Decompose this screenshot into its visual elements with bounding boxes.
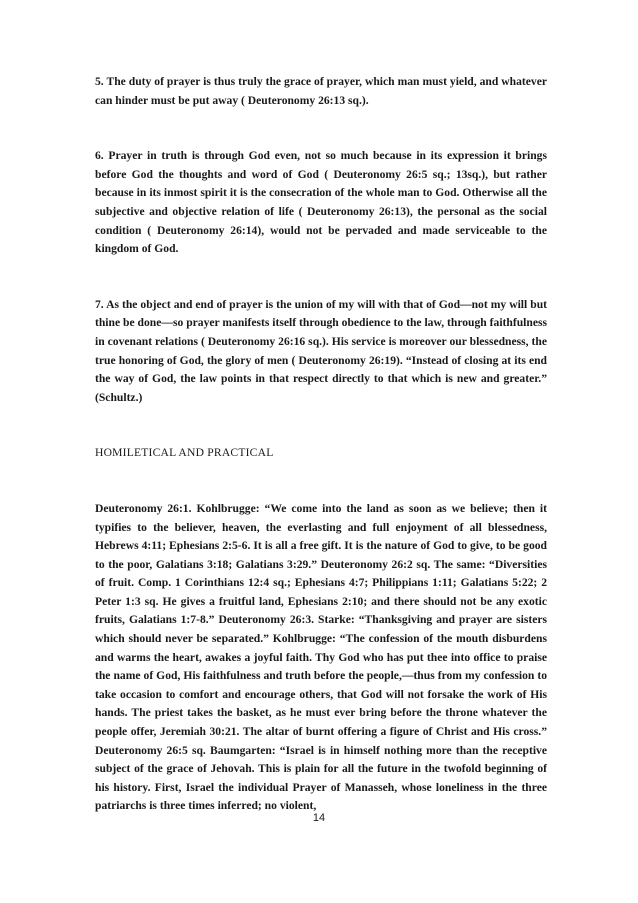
page-content xyxy=(95,73,547,816)
homiletical-paragraph: Deuteronomy 26:1. Kohlbrugge: “We come into the land as soon as we believe; then it typifies to the believer, heaven, the everlasting and full enjoyment of all blessedness, Hebrews 4:11; Ephesians 2:5-6. It is all a free gift. It is the nature of God to give, to be good to the poor, Galatians 3:18; Galatians 3:29.” Deuteronomy 26:2 sq. The same: “Diversities of fruit. Comp. 1 Corinthians 12:4 sq.; Ephesians 4:7; Philippians 1:11; Galatians 5:22; 2 Peter 1:3 sq. He gives a fruitful land, Ephesians 2:10; and there should not be any exotic fruits, Galatians 1:7-8.” Deuteronomy 26:3. Starke: “Thanksgiving and prayer are sisters which should never be separated.” Kohlbrugge: “The confession of the mouth disburdens and warms the heart, awakes a joyful faith. Thy God who has put thee into office to praise the name of God, His faithfulness and truth before the people,—thus from my confession to take occasion to comfort and encourage others, that God will not forsake the work of His hands. The priest takes the basket, as he must ever bring before the throne whatever the people offer, Jeremiah 30:21. The altar of burnt offering a figure of Christ and His cross.” Deuteronomy 26:5 sq. Baumgarten: “Israel is in himself nothing more than the receptive subject of the grace of Jehovah. This is plain for all the future in the twofold beginning of his history. First, Israel the individual Prayer of Manasseh, whose loneliness in the three patriarchs is three times inferred; no violent, xyxy=(95,501,547,813)
page-number: 14 xyxy=(312,812,326,824)
paragraph-6: 6. Prayer in truth is through God even, not so much because in its expression it brings before God the thoughts and word of God ( Deuteronomy 26:5 sq.; 13sq.), but rather because in its inmost spirit it is the consecration of the whole man to God. Otherwise all the subjective and objective relation of life ( Deuteronomy 26:13), the personal as the social condition ( Deuteronomy 26:14), would not be pervaded and made serviceable to the kingdom of God. xyxy=(95,149,547,256)
paragraph-7: 7. As the object and end of prayer is the union of my will with that of God—not my will but thine be done—so prayer manifests itself through obedience to the law, through faithfulness in covenant relations ( Deuteronomy 26:16 sq.). His service is moreover our blessedness, the true honoring of God, the glory of men ( Deuteronomy 26:19). “Instead of closing at its end the way of God, the law points in that respect directly to that which is new and greater.” (Schultz.) xyxy=(95,297,547,404)
paragraph-5: 5. The duty of prayer is thus truly the grace of prayer, which man must yield, and whatever can hinder must be put away ( Deuteronomy 26:13 sq.). xyxy=(95,75,547,107)
section-heading: HOMILETICAL AND PRACTICAL xyxy=(95,446,274,460)
